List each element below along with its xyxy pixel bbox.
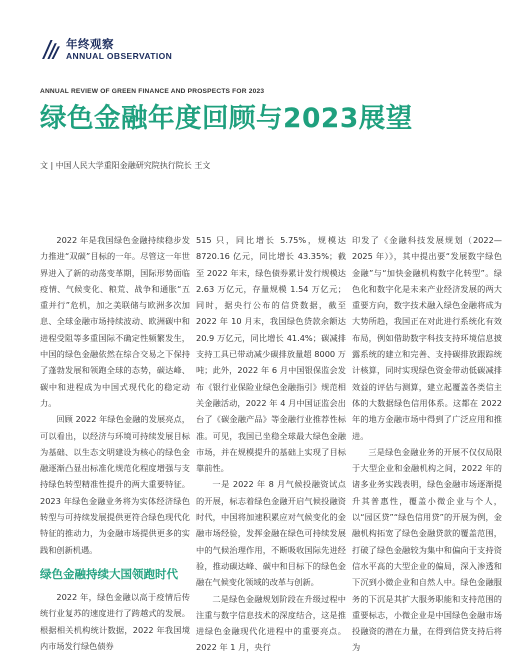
brand-name-en: ANNUAL OBSERVATION — [66, 51, 173, 61]
brand-header — [40, 38, 172, 62]
paragraph: 515 只，同比增长 5.75%，规模达 8720.16 亿元，同比增长 43.35%；截至 2022 年末，绿色债券累计发行规模达 2.63 万亿元，存量规模 1.54 万亿元；同时，据央行公布的信贷数据，截至 2022 年 10 月末，我国绿色贷款余额达 20.9 万亿元，同比增长 41.4%；碳减排支持工具已带动减少碳排放量超 8000 万吨；此外，2022 年 6 月中国银保监会发布《银行业保险业绿色金融指引》规范相关金融活动，2022 年 4 月中国证监会出台了《碳金融产品》等金融行业推荐性标准。可见，我国已坐稳全球最大绿色金融市场，并在规模提升的基础上实现了目标靠前性。 — [196, 235, 346, 474]
paragraph: 一是 2022 年 8 月气候投融资试点的开展，标志着绿色金融开启气候投融资时代，中国将加速积累应对气候变化的金融市场经验，发挥金融在绿色可持续发展中的气候治理作用，不断吸收国际先进经验，推动碳达峰、碳中和目标下的绿色金融在气候变化领域的改革与创新。 — [196, 479, 346, 588]
paragraph: 印发了《金融科技发展规划（2022—2025 年）》，其中提出要“发展数字绿色金融”与“加快金融机构数字化转型”。绿色化和数字化是未来产业经济发展的两大重要方向，数字技术融入绿色金融将成为大势所趋，我国正在对此进行系统化有效布局，例如借助数字科技支持环境信息披露系统的建立和完善、支持碳排放跟踪统计核算，同时实现绿色资金带动低碳减排效益的评估与测算，建立起覆盖各类信主体的大数据绿色信用体系。这都在 2022 年的地方金融市场中得到了广泛应用和推进。 — [352, 235, 502, 441]
paragraph: 2022 年是我国绿色金融持续稳步发力推进“双碳”目标的一年。尽管这一年世界进入了新的动荡变革期，国际形势面临疫情、气候变化、粮荒、战争和通胀“五重并行”危机，加之美联储与欧洲多次加息、全球金融市场持续波动、欧洲碳中和进程受阻等多重国际不确定性频繁发生，中国的绿色金融依然在综合交易之下保持了蓬勃发展和领跑全球的态势，碳达峰、碳中和进程成为中国式现代化的稳定动力。 — [40, 235, 190, 408]
paragraph: 二是绿色金融规划阶段在升级过程中注重与数字信息技术的深度结合，这是推进绿色金融现代化进程中的重要亮点。2022 年 1 月，央行 — [196, 593, 346, 653]
article-byline: 文 | 中国人民大学重阳金融研究院执行院长 王文 — [40, 161, 211, 170]
paragraph: 三是绿色金融业务的开展不仅仅局限于大型企业和金融机构之间，2022 年的诸多业务实践表明，绿色金融市场逐渐提升其普惠性，覆盖小微企业与个人，以“园区贷”“绿色信用贷”的开展为例，金融机构拓宽了绿色金融贷款的覆盖范围，打破了绿色金融较为集中和偏向于支持资信水平高的大型企业的偏局，深入渗透和下沉到小微企业和自然人中。绿色金融服务的下沉是其扩大服务职能和支持范围的重要标志，小微企业是中国绿色金融市场投融资的潜在力量，在得到信贷支持后将为 — [352, 446, 502, 653]
brand-name-cn: 年终观察 — [66, 37, 114, 51]
text-column-3 — [352, 232, 502, 656]
text-column-1 — [40, 232, 190, 654]
article-english-title: ANNUAL REVIEW OF GREEN FINANCE AND PROSPECTS FOR 2023 — [40, 88, 265, 95]
section-heading: 绿色金融持续大国领跑时代 — [40, 566, 178, 581]
paragraph: 2022 年，绿色金融以高于疫情后传统行业复苏的速度进行了跨越式的发展。根据相关机构统计数据，2022 年我国境内市场发行绿色债券 — [40, 591, 190, 651]
text-column-2 — [196, 232, 346, 656]
brand-logo-icon — [40, 39, 61, 60]
page-title: 绿色金融年度回顾与2023展望 — [40, 103, 413, 134]
paragraph: 回顾 2022 年绿色金融的发展亮点，可以看出，以经济与环境可持续发展目标为基础、以生态文明建设为核心的绿色金融逐渐凸显出标准化规范化程度增强与支持绿色转型精准性提升的两大重要特征。2023 年绿色金融业务将为实体经济绿色转型与可持续发展提供更符合绿色现代化特征的推动力，为金融市场提供更多的实践和创新机遇。 — [40, 414, 190, 555]
